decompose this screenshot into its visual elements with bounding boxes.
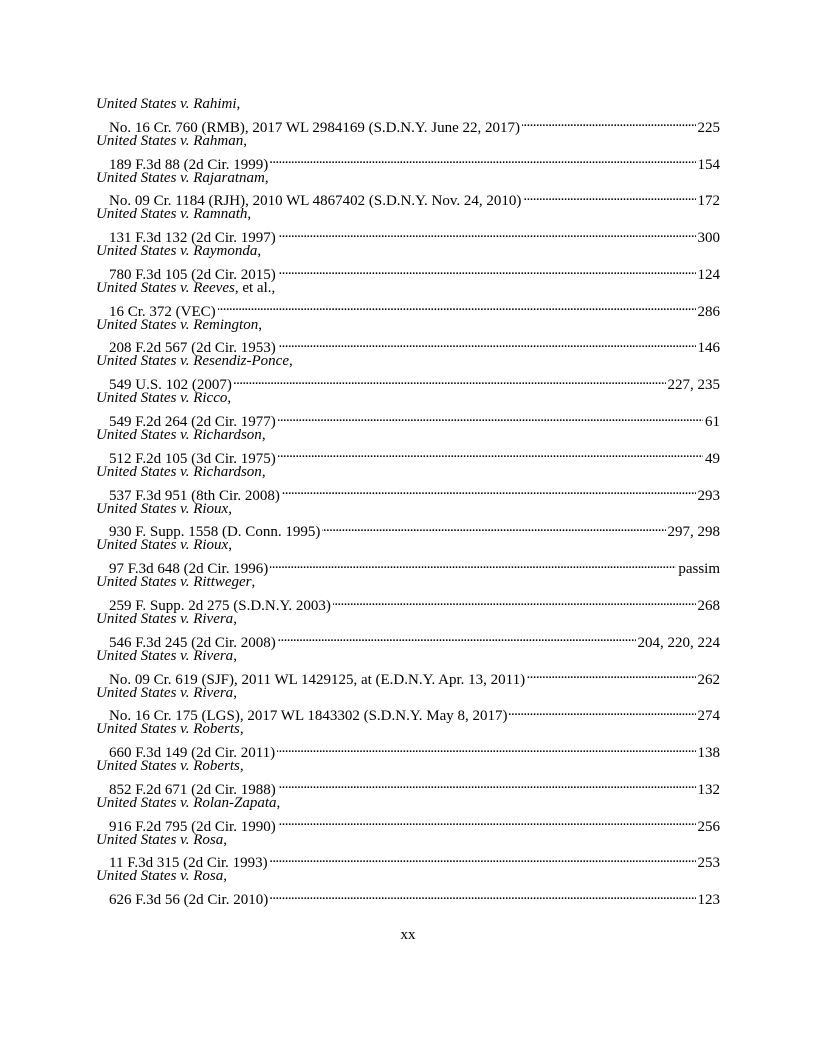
authority-entry	[96, 831, 720, 872]
citation: No. 09 Cr. 1184 (RJH), 2010 WL 4867402 (S.D.N.Y. Nov. 24, 2010)	[109, 193, 522, 210]
case-name-suffix: ,	[258, 316, 262, 333]
page-number: xx	[400, 927, 416, 943]
citation: 546 F.3d 245 (2d Cir. 2008)	[109, 634, 276, 651]
citation-line	[96, 297, 720, 320]
citation-line	[96, 628, 720, 651]
dot-leader	[522, 113, 696, 131]
case-name: United States v. Rivera	[96, 610, 234, 627]
dot-leader	[278, 408, 703, 426]
dot-leader	[270, 886, 695, 904]
case-name-suffix: ,	[233, 610, 237, 627]
citation: 537 F.3d 951 (8th Cir. 2008)	[109, 487, 280, 504]
page-references: 253	[697, 855, 720, 872]
citation: 852 F.2d 671 (2d Cir. 1988)	[109, 781, 276, 798]
authority-entry	[96, 426, 720, 467]
citation: 916 F.2d 795 (2d Cir. 1990)	[109, 818, 276, 835]
citation-line	[96, 555, 720, 578]
citation-line	[96, 150, 720, 173]
authority-entry	[96, 205, 720, 247]
case-name: United States v. Rittweger	[96, 574, 252, 591]
case-name: United States v. Rajaratnam	[96, 169, 265, 186]
dot-leader	[523, 187, 695, 205]
case-name-suffix: ,	[264, 169, 269, 186]
case-name-suffix: ,	[236, 96, 241, 112]
authority-entry	[96, 169, 720, 210]
authority-entry	[96, 536, 720, 578]
citation-line	[96, 702, 720, 725]
citation: 549 F.2d 264 (2d Cir. 1977)	[109, 414, 276, 431]
citation-line	[96, 224, 720, 247]
case-name: United States v. Rivera	[96, 684, 234, 701]
page-references: 262	[697, 671, 720, 688]
case-name-line	[96, 316, 720, 334]
case-name-suffix: ,	[233, 647, 237, 664]
citation: No. 16 Cr. 175 (LGS), 2017 WL 1843302 (S.D.N.Y. May 8, 2017)	[109, 708, 508, 725]
case-name-line	[96, 831, 720, 849]
citation-line	[96, 371, 720, 394]
case-name-suffix: ,	[289, 353, 293, 370]
case-name-suffix: ,	[276, 794, 281, 811]
dot-leader	[509, 702, 695, 720]
citation: 189 F.3d 88 (2d Cir. 1999)	[109, 156, 269, 173]
page-references: 225	[697, 119, 720, 136]
citation-line	[96, 775, 720, 798]
authority-entry	[96, 132, 720, 173]
authority-entry	[96, 279, 720, 320]
case-name-suffix: ,	[227, 390, 232, 407]
page-references: 286	[697, 303, 720, 320]
case-name-line	[96, 867, 720, 885]
case-name-line	[96, 610, 720, 628]
citation: No. 16 Cr. 760 (RMB), 2017 WL 2984169 (S.D.N.Y. June 22, 2017)	[109, 119, 520, 136]
citation-line	[96, 334, 720, 357]
dot-leader	[234, 371, 666, 389]
citation: 930 F. Supp. 1558 (D. Conn. 1995)	[109, 524, 321, 541]
citation: 549 U.S. 102 (2007)	[109, 377, 232, 394]
citation-line	[96, 408, 720, 431]
page-references: 124	[697, 266, 720, 283]
case-name-suffix: ,	[243, 132, 247, 149]
case-name: United States v. Ricco	[96, 390, 228, 407]
case-name: United States v. Raymonda	[96, 243, 258, 260]
case-name: United States v. Rioux	[96, 537, 229, 554]
dot-leader	[278, 224, 696, 242]
authority-entry	[96, 720, 720, 762]
authority-entry	[96, 389, 720, 431]
case-name-suffix: ,	[247, 206, 252, 223]
page-references: passim	[678, 561, 720, 578]
case-name-line	[96, 500, 720, 518]
case-name-suffix: ,	[223, 868, 227, 885]
citation: 97 F.3d 648 (2d Cir. 1996)	[109, 561, 269, 578]
case-name-suffix: ,	[233, 684, 237, 701]
citation-line	[96, 665, 720, 688]
case-name-line	[96, 794, 720, 812]
authority-entry	[96, 794, 720, 835]
citation: 626 F.3d 56 (2d Cir. 2010)	[109, 892, 269, 909]
case-name: United States v. Rolan-Zapata	[96, 794, 277, 811]
case-name: United States v. Reeves	[96, 279, 235, 296]
page-references: 154	[697, 156, 720, 173]
dot-leader	[527, 665, 695, 683]
case-name: United States v. Roberts	[96, 758, 240, 775]
page-references: 146	[697, 340, 720, 357]
dot-leader	[270, 150, 695, 168]
authority-entry	[96, 500, 720, 541]
case-name-suffix: ,	[223, 831, 227, 848]
case-name-line	[96, 389, 720, 407]
page-references: 293	[697, 487, 720, 504]
case-name-line	[96, 95, 720, 113]
case-name: United States v. Resendiz-Ponce	[96, 353, 289, 370]
dot-leader	[278, 628, 636, 646]
page-references: 256	[697, 818, 720, 835]
case-name-line	[96, 169, 720, 187]
citation-line	[96, 592, 720, 614]
citation-line	[96, 812, 720, 835]
authority-entry	[96, 867, 720, 909]
dot-leader	[333, 592, 696, 610]
case-name-suffix: , et al.,	[234, 279, 276, 296]
case-name: United States v. Roberts	[96, 721, 240, 738]
case-name-suffix: ,	[239, 758, 244, 775]
table-of-authorities	[96, 95, 720, 909]
case-name-line	[96, 536, 720, 554]
citation: 208 F.2d 567 (2d Cir. 1953)	[109, 340, 276, 357]
citation-line	[96, 739, 720, 762]
page-references: 132	[697, 781, 720, 798]
page-references: 49	[705, 450, 720, 467]
authority-entry	[96, 684, 720, 725]
case-name: United States v. Remington	[96, 316, 259, 333]
dot-leader	[322, 518, 665, 536]
page-references: 274	[697, 708, 720, 725]
citation-line	[96, 481, 720, 504]
dot-leader	[278, 775, 696, 793]
dot-leader	[278, 334, 696, 352]
citation: 660 F.3d 149 (2d Cir. 2011)	[109, 745, 276, 762]
case-name: United States v. Rahman	[96, 132, 244, 149]
dot-leader	[278, 261, 696, 279]
page-references: 138	[697, 745, 720, 762]
dot-leader	[270, 849, 696, 867]
authority-entry	[96, 316, 720, 357]
page-references: 61	[705, 414, 720, 431]
citation: 780 F.3d 105 (2d Cir. 2015)	[109, 266, 276, 283]
case-name-suffix: ,	[257, 243, 262, 260]
dot-leader	[278, 444, 703, 462]
case-name: United States v. Ramnath	[96, 206, 248, 223]
dot-leader	[218, 297, 696, 315]
page-references: 300	[697, 230, 720, 247]
citation-line	[96, 113, 720, 136]
citation-line	[96, 187, 720, 210]
citation: 131 F.3d 132 (2d Cir. 1997)	[109, 230, 276, 247]
case-name: United States v. Rivera	[96, 647, 234, 664]
case-name-line	[96, 573, 720, 591]
case-name-line	[96, 242, 720, 260]
page-references: 268	[697, 597, 720, 614]
page-references: 227, 235	[667, 377, 720, 394]
citation-line	[96, 261, 720, 283]
case-name: United States v. Richardson	[96, 427, 262, 444]
case-name-suffix: ,	[228, 537, 232, 554]
page-references: 123	[697, 892, 720, 909]
dot-leader	[278, 812, 696, 830]
case-name-line	[96, 463, 720, 481]
citation: 512 F.2d 105 (3d Cir. 1975)	[109, 450, 276, 467]
case-name-line	[96, 426, 720, 444]
case-name-suffix: ,	[239, 721, 244, 738]
case-name-suffix: ,	[261, 427, 266, 444]
page-references: 172	[697, 193, 720, 210]
authority-entry	[96, 757, 720, 798]
authority-entry	[96, 647, 720, 688]
case-name-line	[96, 279, 720, 297]
case-name-suffix: ,	[261, 463, 266, 480]
case-name-line	[96, 352, 720, 370]
authority-entry	[96, 463, 720, 504]
case-name: United States v. Rahimi	[96, 96, 237, 112]
citation: 259 F. Supp. 2d 275 (S.D.N.Y. 2003)	[109, 597, 331, 614]
citation-line	[96, 886, 720, 909]
dot-leader	[277, 739, 695, 757]
authority-entry	[96, 242, 720, 283]
citation-line	[96, 849, 720, 872]
page-references: 297, 298	[667, 524, 720, 541]
authority-entry	[96, 610, 720, 651]
citation-line	[96, 518, 720, 541]
authority-entry	[96, 573, 720, 614]
authority-entry	[96, 352, 720, 394]
case-name-line	[96, 757, 720, 775]
citation: 11 F.3d 315 (2d Cir. 1993)	[109, 855, 268, 872]
case-name-line	[96, 647, 720, 665]
page-references: 204, 220, 224	[637, 634, 720, 651]
case-name: United States v. Rioux,	[96, 500, 232, 517]
citation-line	[96, 444, 720, 467]
case-name: United States v. Richardson	[96, 463, 262, 480]
case-name: United States v. Rosa	[96, 831, 224, 848]
dot-leader	[282, 481, 696, 499]
case-name-suffix: ,	[251, 574, 256, 591]
dot-leader	[270, 555, 676, 573]
authority-entry	[96, 95, 720, 136]
citation: 16 Cr. 372 (VEC)	[109, 303, 216, 320]
citation: No. 09 Cr. 619 (SJF), 2011 WL 1429125, at (E.D.N.Y. Apr. 13, 2011)	[109, 671, 526, 688]
case-name: United States v. Rosa	[96, 868, 224, 885]
